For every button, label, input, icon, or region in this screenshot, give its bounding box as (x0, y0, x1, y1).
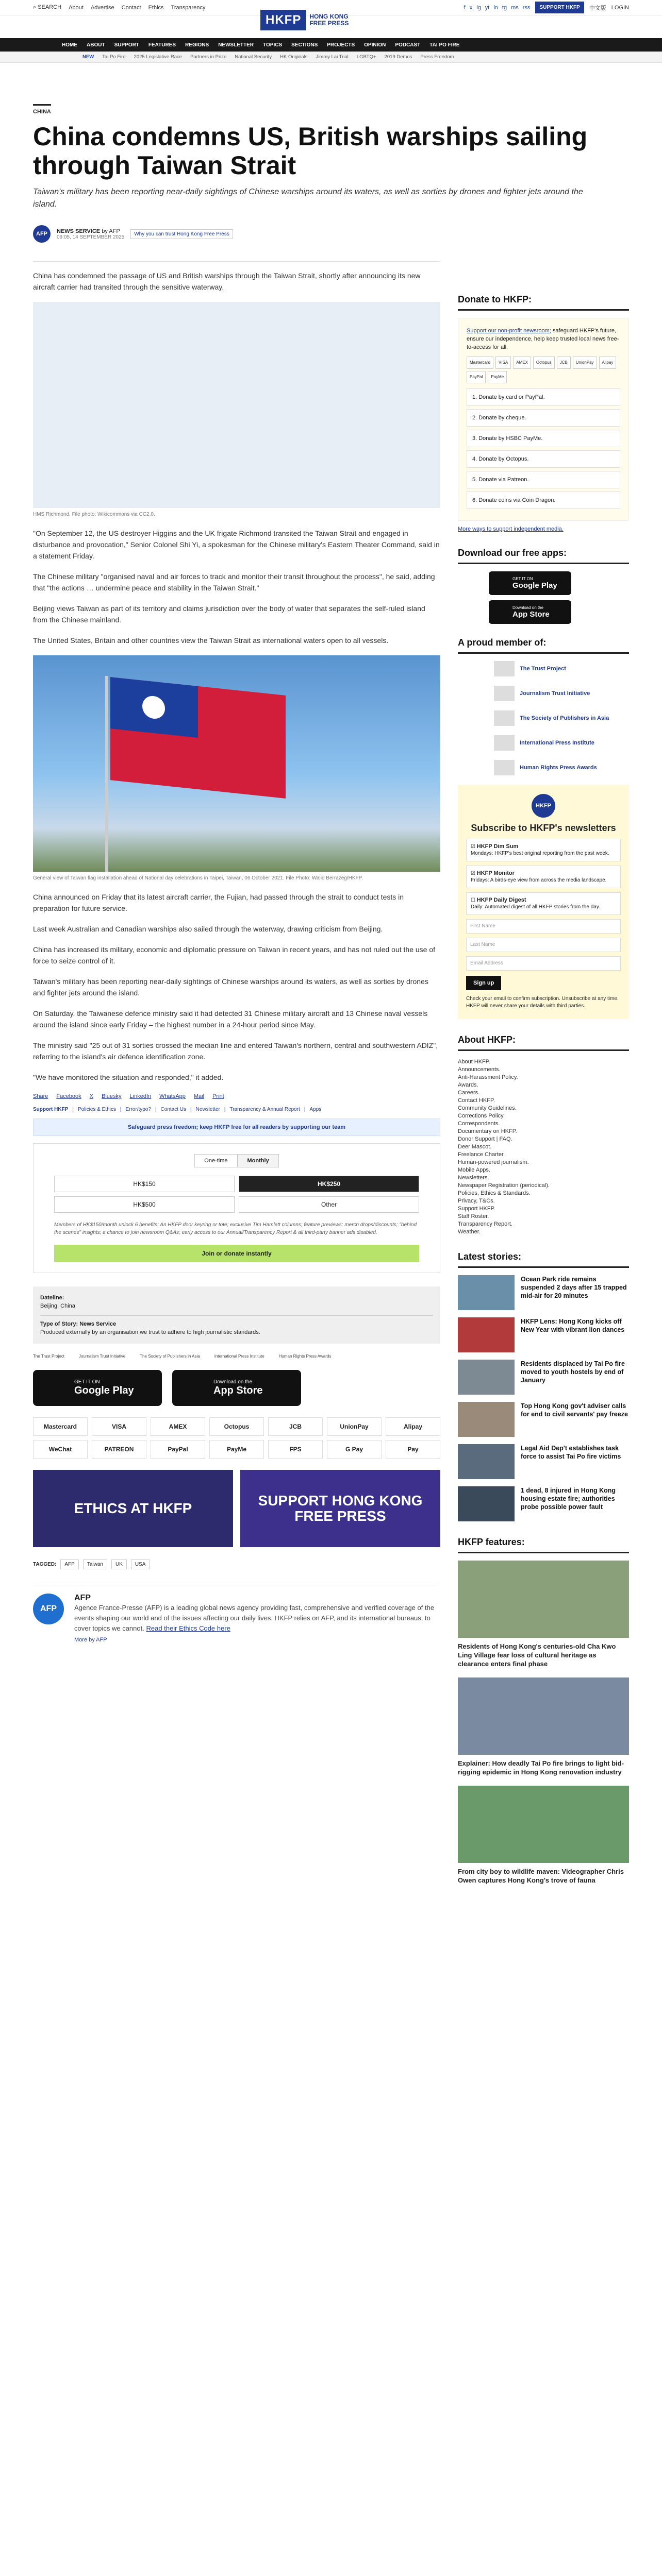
nav-about[interactable]: ABOUT (87, 42, 105, 48)
nav-tai-po-fire[interactable]: TAI PO FIRE (429, 42, 460, 48)
facebook-icon[interactable]: f (464, 4, 466, 11)
author-box (33, 1583, 440, 1643)
paragraph: China has condemned the passage of US and British warships through the Taiwan Strait, shortly after announcing its new aircraft carrier had transited through the sensitive waterway. (33, 272, 421, 291)
paragraph: Beijing views Taiwan as part of its territory and claims jurisdiction over the body of water that separates the self-ruled island from the Chinese mainland. (33, 604, 425, 624)
donate-panel (458, 318, 629, 521)
tags (33, 1560, 440, 1569)
donate-method[interactable]: 5. Donate via Patreon. (467, 471, 620, 488)
about-link[interactable]: Community Guidelines. (458, 1105, 517, 1111)
sidebar-app-buttons (458, 571, 629, 624)
author-avatar[interactable]: AFP (33, 225, 51, 243)
about-link[interactable]: Awards. (458, 1082, 478, 1088)
newsletter-link[interactable]: Newsletter (195, 1107, 220, 1112)
ethics-promo[interactable]: ETHICS AT HKFP (33, 1470, 233, 1547)
site-logo[interactable] (260, 2, 402, 38)
latest-story[interactable]: HKFP Lens: Hong Kong kicks off New Year with vibrant lion dances (458, 1317, 629, 1352)
sub-nav (0, 52, 662, 63)
main-nav (0, 38, 662, 52)
sopa-logo[interactable]: The Society of Publishers in Asia (140, 1354, 200, 1359)
latest-list (458, 1275, 629, 1521)
advertise-link[interactable]: Advertise (90, 4, 114, 11)
dateline-value: Beijing, China (40, 1303, 75, 1309)
nav-topics[interactable]: TOPICS (263, 42, 283, 48)
monthly-toggle[interactable]: Monthly (238, 1154, 279, 1167)
subnav-item[interactable]: HK Originals (280, 54, 308, 60)
footer-links: Support HKFP | Policies & Ethics | Error/typo? | Contact Us | Newsletter | Transparency & Annual Report | Apps (33, 1107, 322, 1112)
subnav-item[interactable]: Press Freedom (420, 54, 454, 60)
about-link[interactable]: Newsletters. (458, 1175, 489, 1181)
story-type-desc: Produced externally by an organisation we trust to adhere to high journalistic standards. (40, 1329, 260, 1335)
nav-home[interactable]: HOME (62, 42, 77, 48)
about-heading: About HKFP: (458, 1035, 629, 1051)
dateline-box (33, 1286, 440, 1344)
newsletter-option[interactable]: ☐ HKFP Daily Digest Daily: Automated digest of all HKFP stories from the day. (466, 892, 621, 915)
nav-support[interactable]: SUPPORT (114, 42, 139, 48)
paragraph: The United States, Britain and other countries view the Taiwan Strait as international waters open to all vessels. (33, 636, 389, 645)
author-by: by AFP (102, 228, 120, 234)
ethics-code-link[interactable]: Read their Ethics Code here (146, 1624, 230, 1632)
member-logos (458, 661, 629, 775)
more-ways-link[interactable]: More ways to support independent media. (458, 526, 564, 532)
share-x[interactable]: X (89, 1093, 94, 1099)
app-store-button[interactable]: Download on the App Store (172, 1370, 301, 1406)
paragraph: China has increased its military, economic and diplomatic pressure on Taiwan in recent years, and has not ruled out the use of force to seize control of it. (33, 945, 436, 965)
about-link[interactable]: Correspondents. (458, 1121, 500, 1127)
features-heading: HKFP features: (458, 1537, 629, 1553)
newsletter-option[interactable]: ☑ HKFP Monitor Fridays: A birds-eye view from across the media landscape. (466, 866, 621, 888)
paragraph: Taiwan's military has been reporting near-daily sightings of Chinese warships around its waters, as well as sorties by drones and fighter jets around the island. (33, 977, 428, 997)
author-box-avatar[interactable]: AFP (33, 1594, 64, 1624)
story-type: Type of Story: News Service (40, 1321, 117, 1327)
about-link[interactable]: Announcements. (458, 1066, 501, 1073)
author-box-name[interactable]: AFP (74, 1594, 91, 1602)
gpay-logo: G Pay (327, 1440, 382, 1459)
tag[interactable]: AFP (60, 1560, 78, 1569)
apps-heading: Download our free apps: (458, 548, 629, 564)
donate-method[interactable]: 3. Donate by HSBC PayMe. (467, 430, 620, 447)
support-link[interactable]: Support HKFP (33, 1107, 69, 1112)
image-caption: General view of Taiwan flag installation ahead of National day celebrations in Taipei, Taiwan, 06 October 2021. File Photo: Walid Berrazeg/HKFP. (33, 875, 363, 881)
social-icons (464, 5, 531, 11)
search-link[interactable]: ⌕ SEARCH (33, 4, 62, 10)
share-bluesky[interactable]: Bluesky (102, 1093, 122, 1099)
paragraph: Last week Australian and Canadian warships also sailed through the waterway, drawing criticism from Beijing. (33, 925, 383, 933)
promo-banners (33, 1470, 440, 1547)
error-link[interactable]: Error/typo? (125, 1107, 151, 1112)
about-link[interactable]: Documentary on HKFP. (458, 1128, 517, 1134)
tagged-label: TAGGED: (33, 1562, 57, 1567)
amex-logo: AMEX (151, 1417, 205, 1436)
donate-method[interactable]: 4. Donate by Octopus. (467, 450, 620, 468)
nav-opinion[interactable]: OPINION (364, 42, 386, 48)
nav-sections[interactable]: SECTIONS (291, 42, 318, 48)
hrpa-logo[interactable]: Human Rights Press Awards (278, 1354, 332, 1359)
share-facebook[interactable]: Facebook (56, 1093, 81, 1099)
amount-option-other[interactable]: Other (239, 1196, 419, 1213)
fps-logo: FPS (268, 1440, 323, 1459)
donate-intro-text: safeguard HKFP's future, ensure our independence, help keep trusted local news free-to-access for all. (467, 328, 619, 350)
subnav-item[interactable]: 2025 Legislative Race (134, 54, 183, 60)
paragraph: "We have monitored the situation and responded," it added. (33, 1073, 224, 1081)
instagram-icon[interactable]: ig (476, 4, 481, 11)
last-name-field[interactable]: Last Name (466, 938, 621, 952)
about-link[interactable]: Mobile Apps. (458, 1167, 490, 1173)
payment-logos (33, 1417, 440, 1459)
about-link[interactable]: Privacy, T&Cs. (458, 1198, 495, 1204)
google-play-button[interactable]: GET IT ON Google Play (33, 1370, 162, 1406)
ethics-link[interactable]: Ethics (148, 4, 164, 11)
amount-option[interactable]: HK$500 (54, 1196, 235, 1213)
about-link[interactable]: Freelance Charter. (458, 1151, 505, 1158)
about-link[interactable]: Careers. (458, 1090, 480, 1096)
wechat-logo: WeChat (33, 1440, 88, 1459)
payme-logo: PayMe (209, 1440, 264, 1459)
byline (33, 225, 629, 243)
feature-story[interactable]: Explainer: How deadly Tai Po fire brings to light bid-rigging epidemic in Hong Kong renovation industry (458, 1677, 629, 1776)
about-link[interactable]: About (69, 4, 84, 11)
feature-story[interactable]: From city boy to wildlife maven: Videographer Chris Owen captures Hong Kong's trove of fauna (458, 1786, 629, 1885)
partner-logos (33, 1354, 440, 1359)
policies-link[interactable]: Policies & Ethics (77, 1107, 116, 1112)
latest-story[interactable]: Top Hong Kong gov't adviser calls for end to civil servants' pay freeze (458, 1402, 629, 1437)
share-whatsapp[interactable]: WhatsApp (159, 1093, 186, 1099)
subnav-item[interactable]: Partners in Prize (190, 54, 227, 60)
telegram-icon[interactable]: tg (502, 4, 507, 11)
login-link[interactable]: LOGIN (611, 4, 629, 11)
nav-projects[interactable]: PROJECTS (327, 42, 355, 48)
taiwan-flag-image (33, 655, 440, 872)
share-label: Share (33, 1093, 48, 1099)
octopus-logo: Octopus (209, 1417, 264, 1436)
about-link[interactable]: Human-powered journalism. (458, 1159, 529, 1165)
logo-name-2: FREE PRESS (309, 20, 349, 27)
app-buttons (33, 1370, 440, 1406)
contact-link[interactable]: Contact (121, 4, 141, 11)
author-bio: Agence France-Presse (AFP) is a leading global news agency providing fast, comprehensive and verified coverage of the events shaping our world and of the issues affecting our daily lives. HKFP relies on AFP, and its international bureaus, to cover topics we cannot. Read their Ethics Code here (74, 1604, 435, 1632)
signup-button[interactable]: Sign up (466, 976, 501, 990)
paragraph: "On September 12, the US destroyer Higgins and the UK frigate Richmond transited the Taiwan Strait and engaged in disturbance and provocation," Senior Colonel Shi Yi, a spokesman for the Chinese military's Eastern Theater Command, said in a statement Friday. (33, 529, 440, 560)
about-link[interactable]: About HKFP. (458, 1059, 490, 1065)
linkedin-icon[interactable]: in (493, 4, 498, 11)
about-link[interactable]: Donor Support | FAQ. (458, 1136, 512, 1142)
nav-features[interactable]: FEATURES (148, 42, 176, 48)
sidebar-payment-logos: Mastercard VISA AMEX Octopus JCB UnionPay Alipay PayPal PayMe (467, 357, 620, 383)
paragraph: On Saturday, the Taiwanese defence ministry said it had detected 31 Chinese military aircraft and 13 Chinese naval vessels around the island since early Friday – the highest number in a 24-hour period since May. (33, 1009, 428, 1029)
visa-logo: VISA (92, 1417, 146, 1436)
mastodon-icon[interactable]: ms (511, 4, 519, 11)
paragraph: The ministry said "25 out of 31 sorties crossed the median line and entered Taiwan's northern, central and southwestern ADIZ", referring to the island's air defence identification zone. (33, 1041, 438, 1061)
about-list (458, 1058, 629, 1236)
about-link[interactable]: Deer Mascot. (458, 1144, 492, 1150)
subnav-item[interactable]: Jimmy Lai Trial (316, 54, 349, 60)
about-link[interactable]: Weather. (458, 1229, 481, 1235)
category-label[interactable]: CHINA (33, 104, 51, 115)
new-label: NEW (82, 54, 94, 60)
google-play-button[interactable]: GET IT ON Google Play (489, 571, 571, 595)
publish-date: 09:05, 14 SEPTEMBER 2025 (57, 234, 125, 240)
newsletter-heading: Subscribe to HKFP's newsletters (471, 823, 616, 833)
article-header (0, 63, 662, 243)
patreon-logo: PATREON (92, 1440, 146, 1459)
unionpay-logo: UnionPay (327, 1417, 382, 1436)
subnav-item[interactable]: LGBTQ+ (356, 54, 376, 60)
member-logo[interactable]: The Society of Publishers in Asia (494, 710, 629, 726)
latest-story[interactable]: 1 dead, 8 injured in Hong Kong housing estate fire; authorities probe possible power fault (458, 1486, 629, 1521)
support-button[interactable]: SUPPORT HKFP (535, 2, 584, 13)
nav-newsletter[interactable]: NEWSLETTER (218, 42, 254, 48)
donate-widget (33, 1143, 440, 1273)
article-deck: Taiwan's military has been reporting near-daily sightings of Chinese warships around its waters, as well as sorties by drones and fighter jets around the island. (33, 188, 583, 209)
sidebar (458, 253, 629, 1894)
about-link[interactable]: Contact HKFP. (458, 1097, 495, 1104)
ipi-logo[interactable]: International Press Institute (214, 1354, 264, 1359)
share-print[interactable]: Print (212, 1093, 224, 1099)
member-heading: A proud member of: (458, 637, 629, 654)
nav-podcast[interactable]: PODCAST (395, 42, 421, 48)
transparency-link[interactable]: Transparency & Annual Report (229, 1107, 300, 1112)
nav-regions[interactable]: REGIONS (185, 42, 209, 48)
logo-mark: HKFP (260, 10, 306, 30)
newsletter-note: Check your email to confirm subscription. Unsubscribe at any time. HKFP will never share your details with third parties. (466, 996, 619, 1009)
share-mail[interactable]: Mail (193, 1093, 205, 1099)
amount-option-selected[interactable]: HK$250 (239, 1176, 419, 1192)
about-link[interactable]: Anti-Harassment Policy. (458, 1074, 518, 1080)
article-body (33, 253, 440, 1643)
one-time-toggle[interactable]: One-time (194, 1154, 237, 1167)
dateline-label: Dateline: (40, 1295, 64, 1301)
image-caption: HMS Richmond. File photo: Wikicommons via CC2.0. (33, 512, 155, 517)
mastercard-logo: Mastercard (33, 1417, 88, 1436)
support-newsroom-link[interactable]: Support our non-profit newsroom; (467, 328, 551, 334)
chinese-link[interactable]: 中文版 (589, 5, 606, 11)
member-logo[interactable]: Human Rights Press Awards (494, 760, 629, 775)
rss-icon[interactable]: rss (522, 4, 531, 11)
about-link[interactable]: Transparency Report. (458, 1221, 512, 1227)
email-field[interactable]: Email Address (466, 956, 621, 971)
latest-story[interactable]: Residents displaced by Tai Po fire moved to youth hostels by end of January (458, 1360, 629, 1395)
more-by-link[interactable]: More by AFP (74, 1637, 107, 1643)
subnav-item[interactable]: Tai Po Fire (102, 54, 126, 60)
article-title: China condemns US, British warships sailing through Taiwan Strait (33, 122, 588, 180)
feature-story[interactable]: Residents of Hong Kong's centuries-old Cha Kwo Ling Village fear loss of cultural heritage as clearance enters final phase (458, 1561, 629, 1668)
author-name[interactable]: NEWS SERVICE (57, 228, 101, 234)
youtube-icon[interactable]: yt (485, 4, 490, 11)
about-link[interactable]: Policies, Ethics & Standards. (458, 1190, 531, 1196)
newsletter-panel (458, 785, 629, 1019)
hkfp-badge: HKFP (532, 794, 555, 818)
member-logo[interactable]: Journalism Trust Initiative (494, 686, 629, 701)
support-banner[interactable]: Safeguard press freedom; keep HKFP free for all readers by supporting our team (33, 1118, 440, 1136)
hms-richmond-image (33, 302, 440, 508)
x-icon[interactable]: x (469, 4, 473, 11)
first-name-field[interactable]: First Name (466, 919, 621, 934)
trust-project-logo[interactable]: The Trust Project (33, 1354, 64, 1359)
member-perks: Members of HK$150/month unlock 6 benefits: An HKFP door keyring or tote; exclusive Tim Hamlett columns; feature previews; merch drops/discounts; "behind the scenes" insights; a chance to join newsroom Q&As; early access to our Annual/Transparency Report & all third-party banner ads disabled. (54, 1222, 417, 1235)
paypal-logo: PayPal (151, 1440, 205, 1459)
tag[interactable]: Taiwan (83, 1560, 107, 1569)
donate-heading: Donate to HKFP: (458, 294, 629, 311)
latest-story[interactable]: Ocean Park ride remains suspended 2 days after 15 trapped mid-air for 20 minutes (458, 1275, 629, 1310)
about-link[interactable]: Staff Roster. (458, 1213, 489, 1219)
about-link[interactable]: Corrections Policy. (458, 1113, 505, 1119)
apps-link[interactable]: Apps (309, 1107, 322, 1112)
about-link[interactable]: Newspaper Registration (periodical). (458, 1182, 550, 1189)
latest-story[interactable]: Legal Aid Dep't establishes task force to assist Tai Po fire victims (458, 1444, 629, 1479)
subnav-item[interactable]: 2019 Demos (384, 54, 412, 60)
donate-method[interactable]: 1. Donate by card or PayPal. (467, 388, 620, 406)
contact-link[interactable]: Contact Us (160, 1107, 187, 1112)
logo-name-1: HONG KONG (309, 13, 349, 20)
donate-method[interactable]: 6. Donate coins via Coin Dragon. (467, 492, 620, 509)
app-store-button[interactable]: Download on the App Store (489, 600, 571, 624)
trust-link[interactable]: Why you can trust Hong Kong Free Press (130, 229, 233, 239)
amount-option[interactable]: HK$150 (54, 1176, 235, 1192)
jti-logo[interactable]: Journalism Trust Initiative (78, 1354, 126, 1359)
paragraph: The Chinese military "organised naval and air forces to track and monitor their transit throughout the process", he said, adding that "the actions … undermine peace and stability in the Taiwan Strait." (33, 572, 435, 592)
member-logo[interactable]: International Press Institute (494, 735, 629, 751)
applepay-logo: Pay (386, 1440, 440, 1459)
tag[interactable]: USA (131, 1560, 150, 1569)
jcb-logo: JCB (268, 1417, 323, 1436)
member-logo[interactable]: The Trust Project (494, 661, 629, 676)
paragraph: China announced on Friday that its latest aircraft carrier, the Fujian, had passed through the strait to conduct tests in preparation for future service. (33, 893, 404, 912)
support-promo[interactable]: SUPPORT HONG KONG FREE PRESS (240, 1470, 440, 1547)
newsletter-option[interactable]: ☑ HKFP Dim Sum Mondays: HKFP's best original reporting from the past week. (466, 839, 621, 861)
about-link[interactable]: Support HKFP. (458, 1206, 495, 1212)
subnav-item[interactable]: National Security (235, 54, 272, 60)
share-linkedin[interactable]: LinkedIn (129, 1093, 152, 1099)
donate-method[interactable]: 2. Donate by cheque. (467, 409, 620, 427)
feature-list (458, 1561, 629, 1885)
share-bar (33, 1093, 440, 1099)
join-button[interactable]: Join or donate instantly (54, 1245, 419, 1262)
transparency-link[interactable]: Transparency (171, 4, 206, 11)
alipay-logo: Alipay (386, 1417, 440, 1436)
tag[interactable]: UK (111, 1560, 127, 1569)
latest-heading: Latest stories: (458, 1251, 629, 1268)
